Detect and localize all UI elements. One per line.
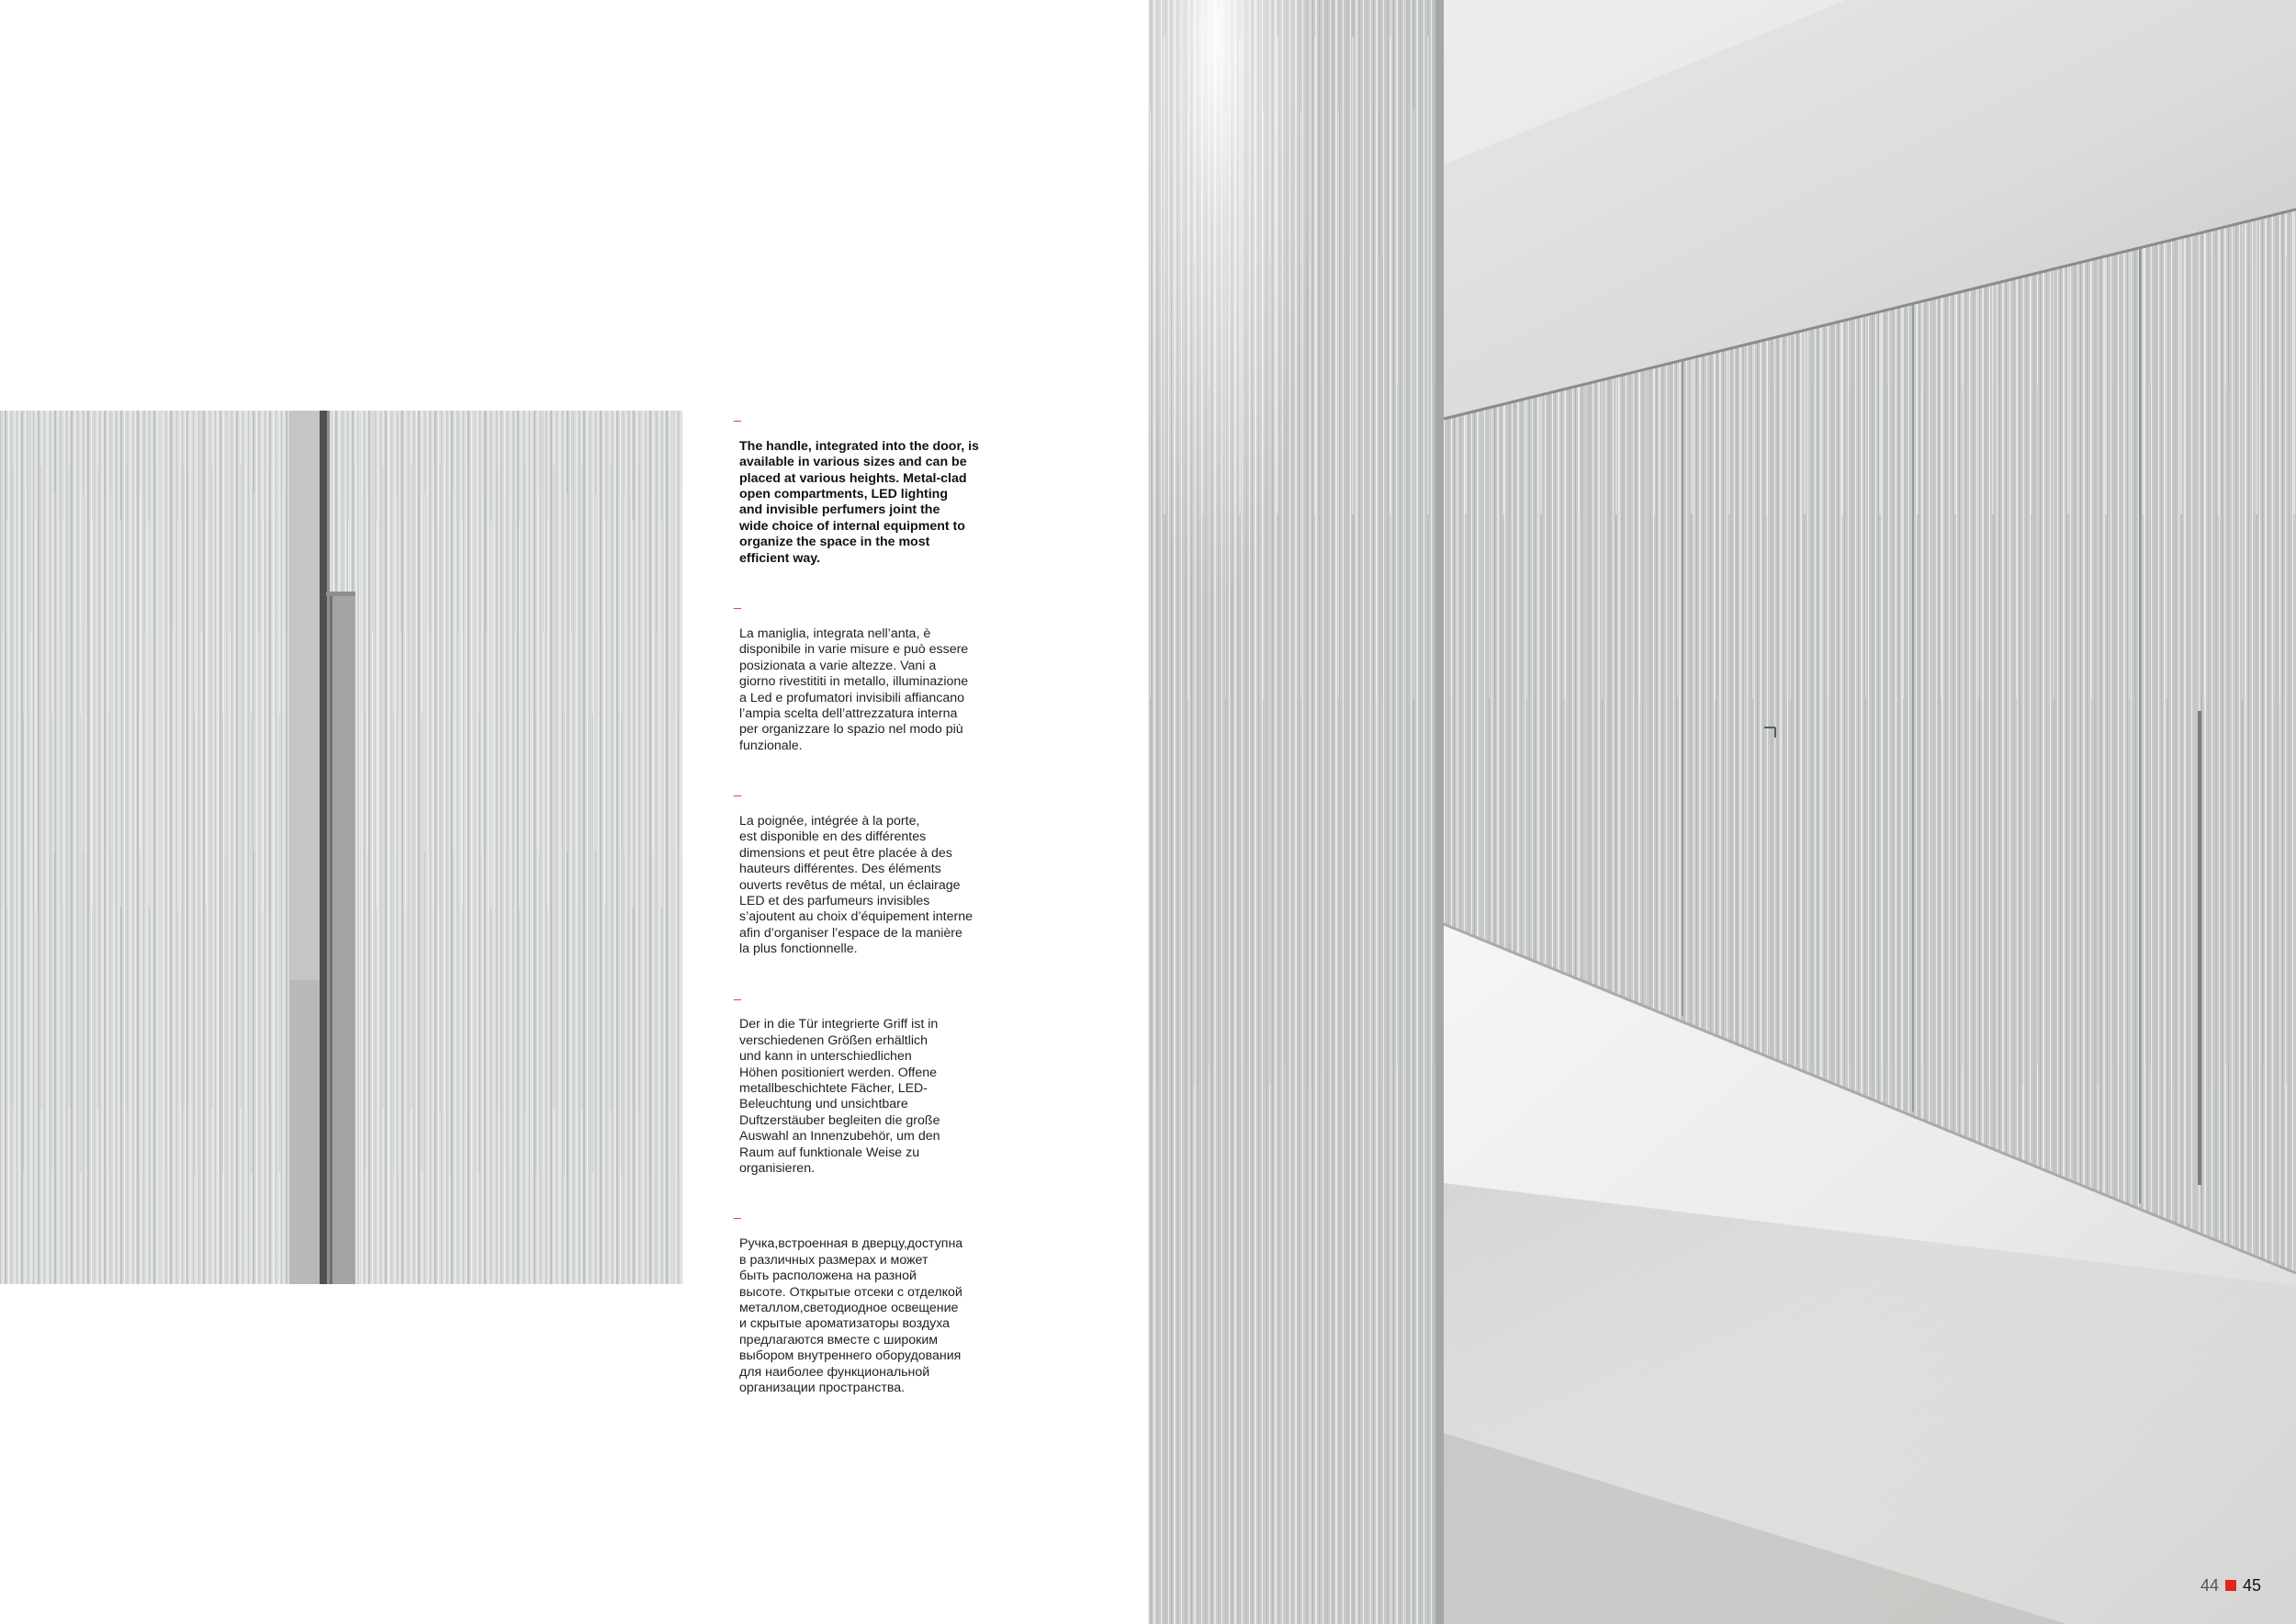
paragraph-marker: _: [734, 986, 741, 1001]
description-french-text: La poignée, intégrée à la porte, est disponible en des différentes dimensions et peut être placée à des hauteurs différentes. Des éléments ouverts revêtus de métal, un éclairage LED et des parfumeurs invisibles s’ajoutent au choix d’équipement interne afin d’organiser l’espace de la manière la plus fonctionnelle.: [739, 813, 973, 957]
page-number-group: [2200, 1577, 2261, 1594]
description-english-text: The handle, integrated into the door, is available in various sizes and can be placed at various heights. Metal-clad open compartments, LED lighting and invisible perfumers joint the wide choice of internal equipment to organize the space in the most efficient way.: [739, 438, 979, 566]
right-page-number: 45: [2242, 1576, 2261, 1595]
paragraph-marker: _: [734, 595, 741, 611]
description-italian-text: La maniglia, integrata nell’anta, è disponibile in varie misure e può essere posizionata a varie altezze. Vani a giorno rivestititi in metallo, illuminazione a Led e profumatori invisibili affiancano l’ampia scelta dell’attrezzatura interna per organizzare lo spazio nel modo più funzionale.: [739, 626, 969, 753]
paragraph-marker: _: [734, 1205, 741, 1221]
description-russian: [734, 1204, 998, 1396]
description-italian: [734, 594, 998, 754]
interior-wardrobe-photo: [1148, 0, 2296, 1624]
paragraph-marker: _: [734, 783, 741, 798]
description-german: [734, 986, 998, 1178]
left-page-number: 44: [2200, 1576, 2219, 1595]
description-german-text: Der in die Tür integrierte Griff ist in verschiedenen Größen erhältlich und kann in unterschiedlichen Höhen positioniert werden. Offene metallbeschichtete Fächer, LED- Beleuchtung und unsichtbare Duftzerstäuber begleiten die große Auswahl an Innenzubehör, um den Raum auf funktionale Weise zu organisieren.: [739, 1017, 940, 1177]
paragraph-marker: _: [734, 408, 741, 423]
product-description: [734, 407, 998, 1396]
description-russian-text: Ручка,встроенная в дверцу,доступна в различных размерах и может быть расположена на разной высоте. Открытые отсеки с отделкой металлом,светодиодное освещение и скрытые ароматизаторы воздуха предлагаются вместе с широким выбором внутреннего оборудования для наиболее функциональной организации пространства.: [739, 1236, 963, 1395]
page-number-divider-square: [2225, 1580, 2236, 1591]
right-page: [1148, 0, 2296, 1624]
description-english: [734, 407, 998, 567]
description-french: [734, 782, 998, 957]
door-handle-closeup-photo: [0, 411, 682, 1284]
